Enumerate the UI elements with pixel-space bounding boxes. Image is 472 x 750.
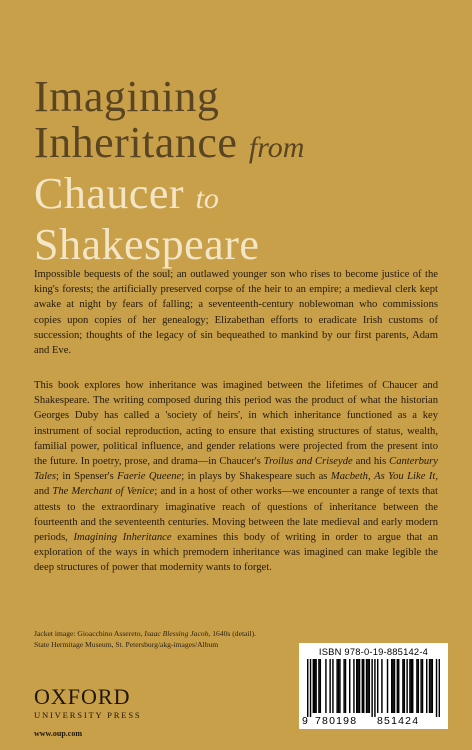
barcode-bar [430, 659, 431, 713]
title-line-2: Inheritance from [34, 118, 305, 167]
barcode-bar [313, 659, 314, 713]
publisher-press: UNIVERSITY PRESS [34, 710, 142, 720]
barcode-bar [325, 659, 326, 713]
title-word-to: to [195, 182, 219, 215]
barcode-bar [436, 659, 437, 717]
barcode-bar [409, 659, 410, 713]
barcode-bar [418, 659, 419, 713]
isbn-label: ISBN 978-0-19-885142-4 [318, 646, 429, 657]
barcode-bar [332, 659, 333, 713]
work-title: As You Like It [374, 471, 436, 483]
work-title: Imagining Inheritance [73, 532, 172, 544]
barcode-bar [366, 659, 367, 713]
blurb-paragraph-2: This book explores how inheritance was imagined between the lifetimes of Chaucer and Shakespeare. The writing composed during this period was the product of what the historian Georges Duby has called a 'society of heirs', in which inheritance functioned as a key instrument of social reproduction, acting to ensure that existing structures of status, wealth, familial power, political influence, and gender relations were projected from the present into the future. In poetry, prose, and drama—in Chaucer's Troilus and Criseyde and his Canterbury Tales; in Spenser's Faerie Queene; in plays by Shakespeare such as Macbeth, As You Like It, and The Merchant of Venice; and in a host of other works—we encounter a range of texts that attests to the extraordinary imaginative reach of questions of inheritance between the fourteenth and the seventeenth centuries. Moving between the late medieval and early modern periods, Imagining Inheritance examines this body of writing in order to argue that an exploration of the ways in which premodern inheritance was imagined can make legible the deep structures of power that modernity wants to forget. [34, 380, 439, 574]
publisher-url: www.oup.com [34, 729, 83, 738]
barcode-bar [307, 659, 308, 717]
barcode-bar [318, 659, 319, 713]
barcode-bar [404, 659, 405, 713]
barcode-bar [374, 659, 375, 717]
barcode-bar [359, 659, 360, 713]
publisher-name: OXFORD [34, 684, 131, 709]
barcode-bar [353, 659, 354, 713]
barcode-bar [343, 659, 344, 713]
isbn-barcode: ISBN 978-0-19-885142-4 9 780198 851424 [299, 643, 448, 729]
barcode-bar [377, 659, 378, 713]
barcode-bar [339, 659, 340, 713]
barcode-bar [392, 659, 393, 713]
barcode-bar [356, 659, 357, 713]
barcode-bar [336, 659, 337, 713]
work-title: Canterbury Tales [34, 456, 438, 483]
work-title: The Merchant of Venice [52, 486, 155, 498]
barcode-bar [420, 659, 421, 713]
work-title: Troilus and Criseyde [263, 456, 353, 468]
work-title: Faerie Queene [117, 471, 182, 483]
barcode-bar [320, 659, 321, 713]
title-line-1: Imagining [34, 72, 220, 121]
barcode-bar [406, 659, 407, 713]
barcode-bar [411, 659, 412, 713]
work-title: Macbeth [330, 471, 368, 483]
barcode-bar [397, 659, 398, 713]
barcode-bar [422, 659, 423, 713]
barcode-bar [387, 659, 388, 713]
title-line-4: Shakespeare [34, 220, 260, 269]
barcode-bar [398, 659, 399, 713]
blurb-paragraph-1: Impossible bequests of the soul; an outlawed younger son who rises to become justice of the king's forests; the artificially preserved corpse of the heir to an empire; a medieval clerk kept awake at night by fears of falling; a seventeenth-century noblewoman who commissions copies upon copies of her genealogy; Elizabethan efforts to eradicate Irish customs of succession; thoughts of the legacy of sin bequeathed to mankind by our first parents, Adam and Eve. [34, 269, 438, 357]
title-line-3: Chaucer to [34, 169, 219, 218]
barcode-bar [394, 659, 395, 713]
barcode-bar [314, 659, 315, 713]
book-title [34, 74, 454, 268]
barcode-bar [391, 659, 392, 713]
barcode-bars [307, 659, 440, 717]
barcode-bar [412, 659, 413, 713]
barcode-bar [439, 659, 440, 717]
barcode-bar [345, 659, 346, 713]
barcode-bar [349, 659, 350, 713]
barcode-bar [315, 659, 316, 713]
barcode-bar [371, 659, 372, 717]
barcode-bar [363, 659, 364, 713]
publisher-logo [34, 686, 142, 721]
jacket-image-credit: Jacket image: Gioacchino Assereto, Isaac Blessing Jacob, 1640s (detail). State Hermitage Museum, St. Petersburg/akg-images/Album [34, 629, 257, 649]
title-word-from: from [248, 131, 305, 164]
barcode-bar [432, 659, 433, 713]
barcode-bar [381, 659, 382, 713]
barcode-bar [357, 659, 358, 713]
barcode-bar [426, 659, 427, 713]
barcode-bar [367, 659, 368, 713]
barcode-bar [362, 659, 363, 713]
barcode-bar [429, 659, 430, 713]
barcode-bar [310, 659, 311, 717]
barcode-bar [338, 659, 339, 713]
barcode-bar [329, 659, 330, 713]
barcode-bar [369, 659, 370, 713]
barcode-bar [416, 659, 417, 713]
barcode-bar [402, 659, 403, 713]
